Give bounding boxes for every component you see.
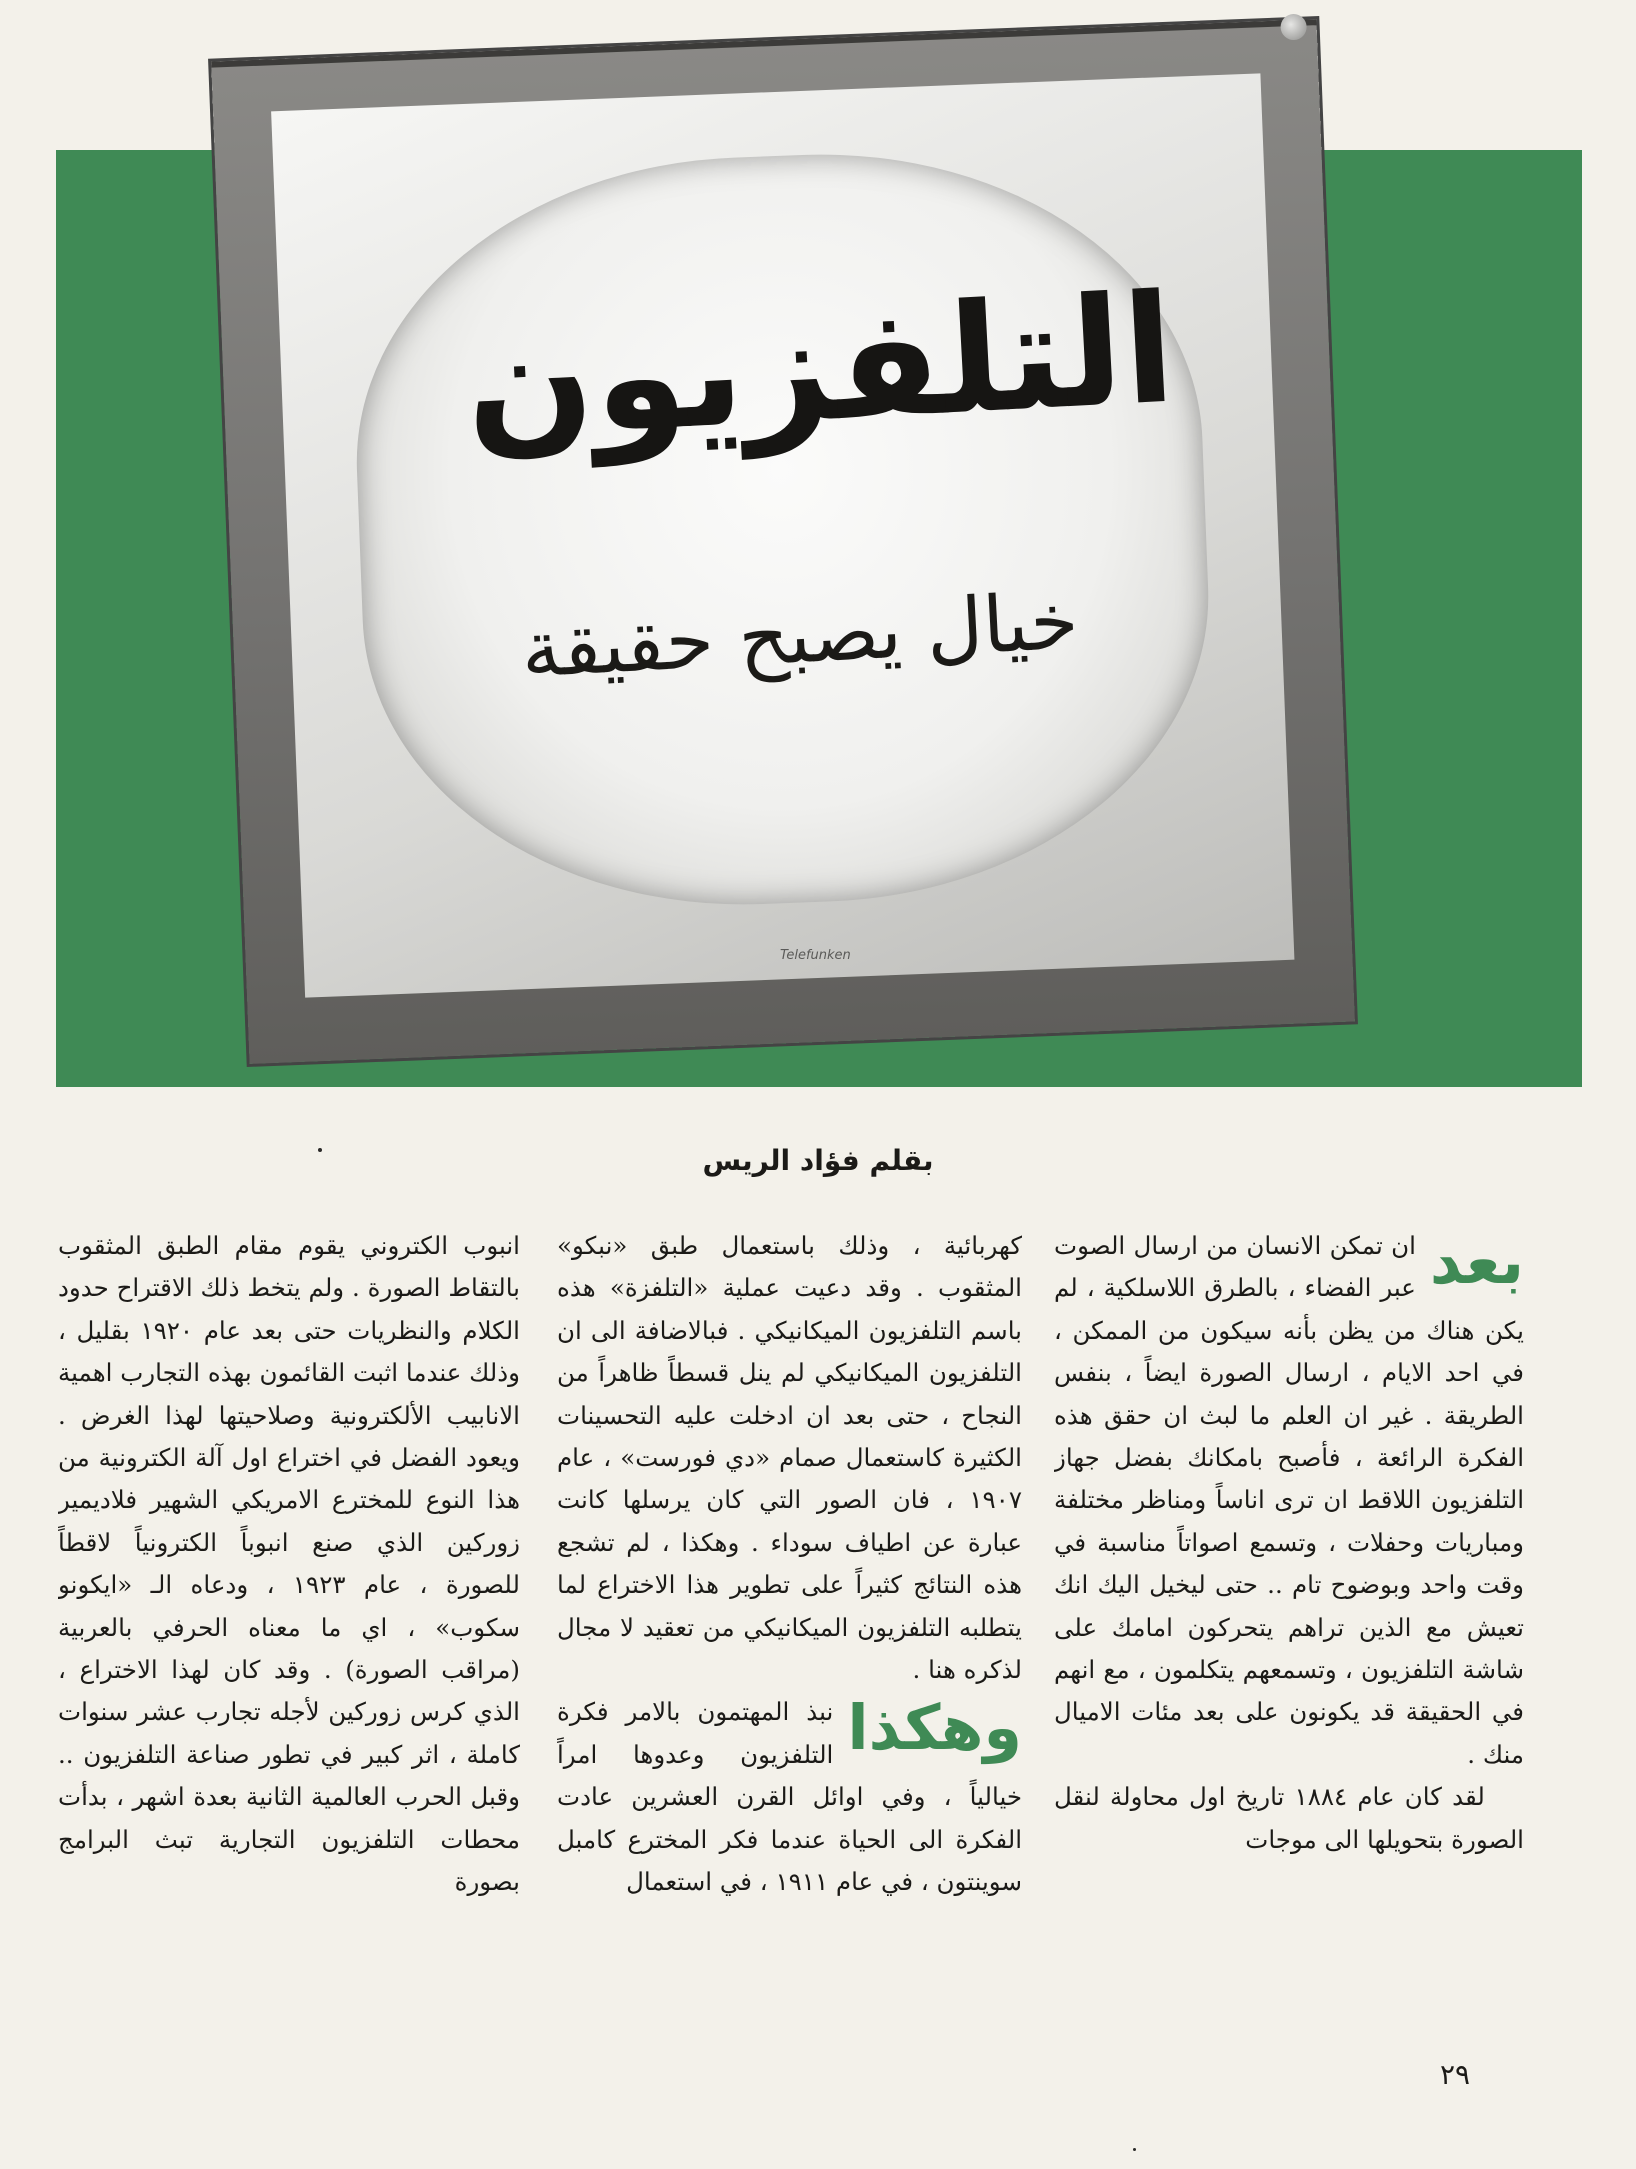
television-image bbox=[211, 19, 1355, 1064]
tv-screen bbox=[346, 140, 1220, 919]
article-title: التلفزيون bbox=[460, 262, 1179, 474]
article-column-right bbox=[1054, 1225, 1524, 2030]
paragraph: لقد كان عام ١٨٨٤ تاريخ اول محاولة لنقل الصورة بتحويلها الى موجات bbox=[1054, 1782, 1524, 1854]
article-subtitle: خيال يصبح حقيقة bbox=[519, 576, 1081, 696]
print-speck bbox=[318, 1148, 322, 1152]
page-number: ٢٩ bbox=[1440, 2058, 1471, 2091]
paragraph: كهربائية ، وذلك باستعمال طبق «نبكو» المثقوب . وقد دعيت عملية «التلفزة» هذه باسم التلفزيون الميكانيكي . فبالاضافة الى ان التلفزيون الميكانيكي لم ينل قسطاً ظاهراً من النجاح ، حتى بعد ان ادخلت عليه التحسينات الكثيرة كاستعمال صمام «دي فورست» ، عام ١٩٠٧ ، فان الصور التي كان يرسلها كانت عبارة عن اطياف سوداء . وهكذا ، لم تشجع هذه النتائج كثيراً على تطوير هذا الاختراع لما يتطلبه التلفزيون الميكانيكي من تعقيد لا مجال لذكره هنا . bbox=[557, 1231, 1022, 1685]
dropcap-section: وهكذا bbox=[847, 1691, 1022, 1765]
tv-bezel bbox=[271, 73, 1294, 997]
print-speck bbox=[1133, 2148, 1136, 2151]
article-column-middle bbox=[557, 1225, 1022, 2030]
dropcap-opening: بعد bbox=[1429, 1225, 1524, 1298]
paragraph: ان تمكن الانسان من ارسال الصوت عبر الفضاء ، بالطرق اللاسلكية ، لم يكن هناك من يظن بأنه سيكون من الممكن ، في احد الايام ، ارسال الصورة ايضاً ، بنفس الطريقة . غير ان العلم ما لبث ان حقق هذه الفكرة الرائعة ، فأصبح بامكانك بفضل جهاز التلفزيون اللاقط ان ترى اناساً ومناظر مختلفة ومباريات وحفلات ، وتسمع اصواتاً مناسبة في وقت واحد وبوضوح تام .. حتى ليخيل اليك انك تعيش مع الذين تراهم يتحركون امامك على شاشة التلفزيون ، وتسمعهم يتكلمون ، مع انهم في الحقيقة قد يكونون على بعد مئات الاميال منك . bbox=[1054, 1231, 1524, 1769]
paragraph: نبذ المهتمون بالامر فكرة التلفزيون وعدوها امراً خيالياً ، وفي اوائل القرن العشرين عادت الفكرة الى الحياة عندما فكر المخترع كامبل سوينتون ، في عام ١٩١١ ، في استعمال bbox=[557, 1697, 1022, 1897]
tv-brand-mark: Telefunken bbox=[780, 948, 851, 963]
paragraph: انبوب الكتروني يقوم مقام الطبق المثقوب بالتقاط الصورة . ولم يتخط ذلك الاقتراح حدود الكلام والنظريات حتى بعد عام ١٩٢٠ بقليل ، وذلك عندما اثبت القائمون بهذه التجارب اهمية الانابيب الألكترونية وصلاحيتها لهذا الغرض . ويعود الفضل في اختراع اول آلة الكترونية من هذا النوع للمخترع الامريكي الشهير فلاديمير زوركين الذي صنع انبوباً الكترونياً لاقطاً للصورة ، عام ١٩٢٣ ، ودعاه الـ «ايكونو سكوب» ، اي ما معناه الحرفي بالعربية (مراقب الصورة) . وقد كان لهذا الاختراع ، الذي كرس زوركين لأجله تجارب عشر سنوات كاملة ، اثر كبير في تطور صناعة التلفزيون .. وقبل الحرب العالمية الثانية بعدة اشهر ، بدأت محطات التلفزيون التجارية تبث البرامج بصورة bbox=[58, 1231, 520, 1897]
tv-knob-icon bbox=[1280, 14, 1307, 41]
article-column-left bbox=[58, 1225, 520, 2030]
byline: بقلم فؤاد الريس bbox=[702, 1144, 934, 1177]
